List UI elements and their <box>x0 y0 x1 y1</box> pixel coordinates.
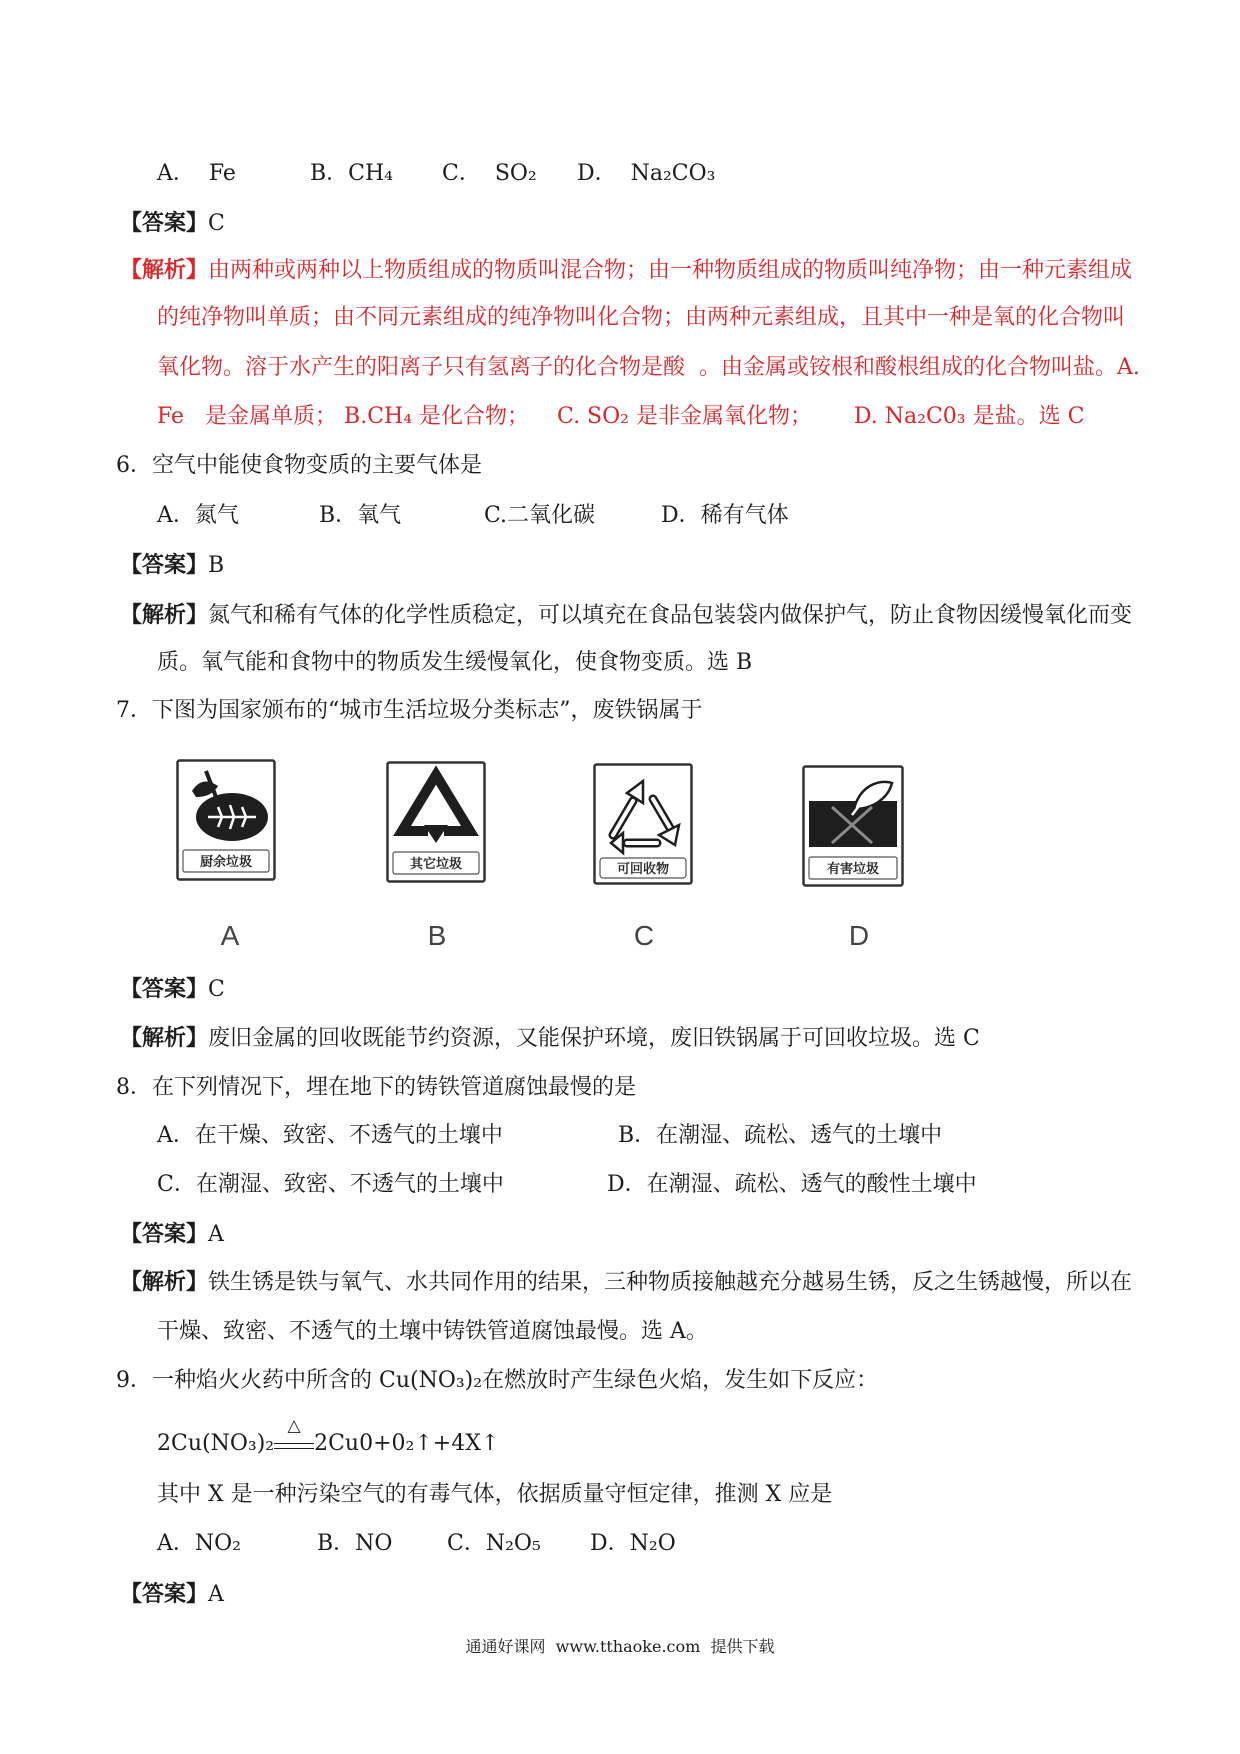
q6-analysis-line-2: 质。氧气能和食物中的物质发生缓慢氧化，使食物变质。选 B <box>157 650 753 675</box>
q9-stem-continued: 其中 X 是一种污染空气的有毒气体，依据质量守恒定律，推测 X 应是 <box>157 1482 833 1507</box>
q8-stem: 8．在下列情况下，埋在地下的铸铁管道腐蚀最慢的是 <box>116 1075 636 1100</box>
analysis-text: 由两种或两种以上物质组成的物质叫混合物；由一种物质组成的物质叫纯净物；由一种元素组成 <box>208 258 1133 283</box>
answer-label: 【答案】 <box>120 552 209 578</box>
q6-option-d: D．稀有气体 <box>661 503 789 528</box>
q9-option-a: A．NO₂ <box>157 1531 241 1556</box>
answer-label: 【答案】 <box>120 1581 209 1607</box>
figure-letter-d: D <box>848 920 870 951</box>
q5-answer <box>120 208 225 238</box>
q9-option-b: B．NO <box>317 1531 393 1556</box>
q7-stem: 7．下图为国家颁布的“城市生活垃圾分类标志”，废铁锅属于 <box>116 698 703 723</box>
double-line <box>274 1443 314 1449</box>
answer-value: B <box>208 553 225 578</box>
q6-option-c: C.二氧化碳 <box>484 503 596 528</box>
heating-equals-sign <box>274 1416 314 1459</box>
q6-option-b: B．氧气 <box>319 503 402 528</box>
q5-option-a: A． Fe <box>157 161 236 186</box>
q5-analysis-line-1 <box>120 255 1132 285</box>
answer-value: A <box>208 1222 224 1247</box>
hazardous-waste-icon <box>802 765 904 887</box>
q6-stem: 6．空气中能使食物变质的主要气体是 <box>116 453 482 478</box>
food-waste-icon <box>176 759 276 881</box>
q6-analysis-line-1 <box>120 600 1132 630</box>
sign-text: 厨余垃圾 <box>199 855 253 870</box>
figure-letter-a: A <box>220 920 240 951</box>
q5-analysis-line-3: 氧化物。溶于水产生的阳离子只有氢离子的化合物是酸 。由金属或铵根和酸根组成的化合物叫盐。A. <box>157 355 1140 380</box>
q5-option-c: C． SO₂ <box>442 161 537 186</box>
answer-value: C <box>208 211 225 236</box>
analysis-text: 氮气和稀有气体的化学性质稳定，可以填充在食品包装袋内做保护气，防止食物因缓慢氧化而变 <box>208 603 1133 628</box>
answer-label: 【答案】 <box>120 1221 209 1247</box>
analysis-text: 铁生锈是铁与氧气、水共同作用的结果，三种物质接触越充分越易生锈，反之生锈越慢，所以在 <box>208 1270 1133 1295</box>
analysis-text: 废旧金属的回收既能节约资源，又能保护环境，废旧铁锅属于可回收垃圾。选 C <box>208 1026 980 1051</box>
q5-option-b: B．CH₄ <box>310 161 394 186</box>
sign-text: 有害垃圾 <box>826 862 880 877</box>
q8-option-d: D．在潮湿、疏松、透气的酸性土壤中 <box>607 1172 977 1197</box>
sign-text: 可回收物 <box>616 862 670 877</box>
figure-letter-c: C <box>633 920 655 951</box>
answer-value: A <box>208 1582 224 1607</box>
equation-left: 2Cu(NO₃)₂ <box>157 1431 275 1456</box>
q7-analysis-line-1 <box>120 1023 980 1053</box>
q8-option-b: B．在潮湿、疏松、透气的土壤中 <box>618 1123 943 1148</box>
q5-option-d: D． Na₂CO₃ <box>577 161 716 186</box>
answer-value: C <box>208 977 225 1002</box>
analysis-label: 【解析】 <box>120 257 209 283</box>
q9-answer <box>120 1579 224 1609</box>
analysis-label: 【解析】 <box>120 1025 209 1051</box>
q7-answer <box>120 974 225 1004</box>
page-footer: 通通好课网 www.tthaoke.com 提供下载 <box>465 1637 775 1656</box>
analysis-label: 【解析】 <box>120 1269 209 1295</box>
q5-analysis-line-4: Fe 是金属单质； B.CH₄ 是化合物； C. SO₂ 是非金属氧化物； D. Na₂C0₃ 是盐。选 C <box>157 404 1085 429</box>
q9-option-d: D．N₂O <box>590 1531 676 1556</box>
q9-stem: 9．一种焰火火药中所含的 Cu(NO₃)₂在燃放时产生绿色火焰，发生如下反应： <box>116 1368 879 1393</box>
other-waste-icon <box>386 761 486 883</box>
answer-label: 【答案】 <box>120 976 209 1002</box>
q8-option-c: C．在潮湿、致密、不透气的土壤中 <box>157 1172 504 1197</box>
q9-option-c: C．N₂O₅ <box>447 1531 541 1556</box>
q6-option-a: A．氮气 <box>157 503 239 528</box>
q6-answer <box>120 550 224 580</box>
heating-condition: △ <box>287 1416 301 1436</box>
equation-right: 2Cu0+0₂↑+4X↑ <box>314 1431 500 1456</box>
q8-analysis-line-1 <box>120 1267 1132 1297</box>
q8-answer <box>120 1219 224 1249</box>
q8-option-a: A．在干燥、致密、不透气的土壤中 <box>157 1123 503 1148</box>
recyclable-icon <box>593 763 693 885</box>
analysis-label: 【解析】 <box>120 602 209 628</box>
sign-text: 其它垃圾 <box>409 857 463 872</box>
figure-letter-b: B <box>427 920 447 951</box>
q5-analysis-line-2: 的纯净物叫单质；由不同元素组成的纯净物叫化合物；由两种元素组成，且其中一种是氧的化合物叫 <box>157 305 1126 330</box>
answer-label: 【答案】 <box>120 210 209 236</box>
chemical-equation <box>157 1416 500 1459</box>
q8-analysis-line-2: 干燥、致密、不透气的土壤中铸铁管道腐蚀最慢。选 A。 <box>157 1319 708 1344</box>
